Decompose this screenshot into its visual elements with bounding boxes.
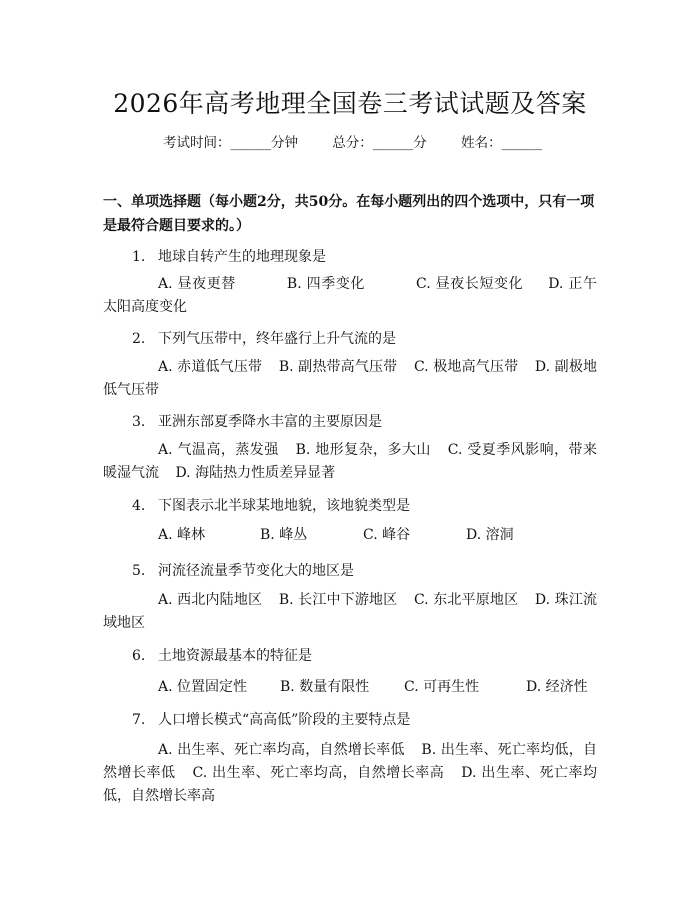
question-number: 2. xyxy=(132,331,146,347)
option-b: B. 四季变化 xyxy=(286,276,365,292)
option-c: C. 可再生性 xyxy=(404,679,480,695)
question-number: 5. xyxy=(132,563,146,579)
question-stem: 土地资源最基本的特征是 xyxy=(158,648,312,664)
question-number: 7. xyxy=(132,712,146,728)
page-title: 2026年高考地理全国卷三考试试题及答案 xyxy=(113,89,587,118)
question-6 xyxy=(132,645,312,665)
option-a: A. 位置固定性 xyxy=(158,679,248,695)
option-d: D. 溶洞 xyxy=(466,527,514,543)
exam-time-field: 考试时间：______分钟 xyxy=(163,135,298,151)
question-5-options xyxy=(103,589,597,635)
option-d: D. 正午太阳高度变化 xyxy=(103,276,597,315)
question-3 xyxy=(132,411,382,431)
option-c: C. 受夏季风影响，带来暖湿气流 xyxy=(103,442,597,481)
question-stem: 河流径流量季节变化大的地区是 xyxy=(158,563,354,579)
question-number: 3. xyxy=(132,414,146,430)
option-d: D. 珠江流域地区 xyxy=(103,592,597,631)
option-c: C. 峰谷 xyxy=(363,527,411,543)
question-5 xyxy=(132,560,354,580)
option-b: B. 长江中下游地区 xyxy=(278,592,398,608)
option-b: B. 地形复杂，多大山 xyxy=(295,442,431,458)
option-b: B. 数量有限性 xyxy=(280,679,370,695)
option-c: C. 出生率、死亡率均高，自然增长率高 xyxy=(192,765,445,781)
question-stem: 地球自转产生的地理现象是 xyxy=(158,249,326,265)
question-number: 1. xyxy=(132,249,146,265)
student-name-field: 姓名：______ xyxy=(461,135,543,151)
question-1 xyxy=(132,246,326,266)
question-1-options xyxy=(103,273,597,319)
option-c: C. 东北平原地区 xyxy=(413,592,519,608)
question-7 xyxy=(132,709,410,729)
option-a: A. 出生率、死亡率均高，自然增长率低 xyxy=(158,742,405,758)
question-number: 4. xyxy=(132,498,146,514)
question-7-options xyxy=(103,739,597,808)
section-heading: 一、单项选择题（每小题2分，共50分。在每小题列出的四个选项中，只有一项是最符合题目要求的。） xyxy=(103,194,595,234)
option-a: A. 赤道低气压带 xyxy=(158,359,263,375)
question-stem: 下列气压带中，终年盛行上升气流的是 xyxy=(158,331,396,347)
question-3-options xyxy=(103,439,597,485)
option-a: A. 昼夜更替 xyxy=(158,276,236,292)
option-b: B. 副热带高气压带 xyxy=(278,359,398,375)
exam-info-line xyxy=(163,131,542,151)
question-stem: 亚洲东部夏季降水丰富的主要原因是 xyxy=(158,414,382,430)
option-a: A. 气温高，蒸发强 xyxy=(158,442,279,458)
question-2-options xyxy=(103,356,597,402)
question-stem: 人口增长模式“高高低”阶段的主要特点是 xyxy=(158,712,411,728)
option-b: B. 出生率、死亡率均低，自然增长率低 xyxy=(103,742,597,781)
option-c: C. 昼夜长短变化 xyxy=(416,276,524,292)
option-d: D. 海陆热力性质差异显著 xyxy=(175,465,336,481)
option-c: C. 极地高气压带 xyxy=(413,359,519,375)
question-4 xyxy=(132,495,410,515)
option-a: A. 峰林 xyxy=(158,527,206,543)
question-stem: 下图表示北半球某地地貌，该地貌类型是 xyxy=(158,498,410,514)
question-number: 6. xyxy=(132,648,146,664)
option-d: D. 出生率、死亡率均低，自然增长率高 xyxy=(103,765,598,804)
option-d: D. 副极地低气压带 xyxy=(103,359,597,398)
option-a: A. 西北内陆地区 xyxy=(158,592,263,608)
question-2 xyxy=(132,328,396,348)
option-b: B. 峰丛 xyxy=(260,527,308,543)
option-d: D. 经济性 xyxy=(526,679,588,695)
total-score-field: 总分：______分 xyxy=(332,135,427,151)
